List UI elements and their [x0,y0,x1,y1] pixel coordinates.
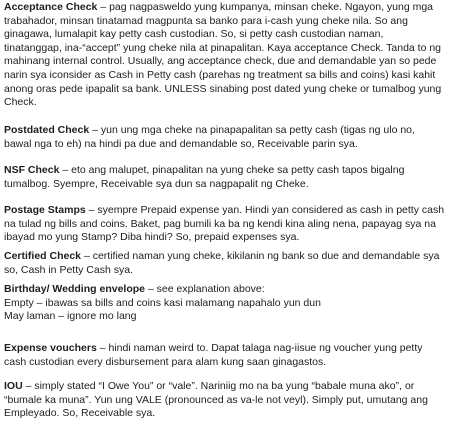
entry-birthday-wedding-envelope [4,283,470,324]
entry-text: – syempre Prepaid expense yan. Hindi yan considered as cash in petty cash [85,204,445,216]
entry-text: May laman – ignore mo lang [4,310,137,323]
entry-iou [4,380,470,421]
entry-nsf-check [4,164,470,191]
entry-text: tumalbog. Syempre, Receivable sya dun sa nagpapalit ng Cheke. [4,177,309,190]
entry-term: NSF Check [4,164,60,176]
entry-term: Acceptance Check [4,1,98,13]
entry-term: Birthday/ Wedding envelope [4,283,145,295]
entry-text: so, Cash in Petty Cash sya. [4,263,133,276]
entry-text: Check. [4,96,37,109]
entry-text: tinatanggap, ina-“accept” yung cheke nila at pinapalitan. Kaya acceptance Check. Tanda to ng [4,41,442,54]
entry-text: – see explanation above: [145,283,265,295]
entry-text: “bumale ka muna”. Yun ung VALE (pronounced as va-le not veyl). Simply put, umutang ang [4,393,428,406]
entry-text: cash custodian every disbursement para alam kung saan ginagastos. [4,355,327,368]
entry-text: – hindi naman weird to. Dapat talaga nag-iisue ng voucher yung petty [96,342,423,354]
entry-text: Empty – ibawas sa bills and coins kasi malamang napahalo yun dun [4,296,321,309]
entry-term: Expense vouchers [4,342,97,354]
entry-text: anong oras pede ipapalit sa bank. UNLESS sinabing post dated yung cheke or tumalbog yung [4,82,442,95]
entry-term: Postdated Check [4,124,90,136]
entry-term: Certified Check [4,250,82,262]
entry-text: trabahador, minsan tinatamad magpunta sa banko para i-cash yung cheke nila. So ang [4,14,408,27]
entry-text: – certified naman yung cheke, kikilanin ng bank so due and demandable sya [81,250,440,262]
entry-text: na tulad ng bills and coins. Baket, pag bumili ka ba ng kendi kina aling nena, papayag sya na [4,217,436,230]
entry-term: IOU [4,380,23,392]
entry-text: – simply stated “I Owe You” or “vale”. Nariniig mo na ba yung “babale muna ako”, or [22,380,415,392]
entry-postdated-check [4,124,470,151]
entry-certified-check [4,250,470,277]
entry-text: – yun ung mga cheke na pinapapalitan sa petty cash (tigas ng ulo no, [89,124,415,136]
entry-text: ginagawa, lumalapit kay petty cash custodian. So, si petty cash custodian naman, [4,28,384,41]
entry-text: narin sya iconsider as Cash in Petty cash (parehas ng treatment sa bills and coins) kasi kahit [4,68,436,81]
entry-text: ibayad mo yung Stamp? Diba hindi? So, prepaid expenses sya. [4,231,300,244]
entry-text: – eto ang malupet, pinapalitan na yung cheke sa petty cash tapos bigalng [59,164,405,176]
entry-acceptance-check [4,1,470,110]
entry-expense-vouchers [4,342,470,369]
entry-term: Postage Stamps [4,204,86,216]
entry-text: Empleyado. So, Receivable sya. [4,407,156,420]
entry-postage-stamps [4,204,470,245]
entry-text: – pag nagpasweldo yung kumpanya, minsan cheke. Ngayon, yung mga [97,1,434,13]
entry-text: mahinang internal control. Usually, ang acceptance check, due and demandable yan so pede [4,55,437,68]
entry-text: bawal nga to eh) na hindi pa due and demandable so, Receivable parin sya. [4,137,358,150]
